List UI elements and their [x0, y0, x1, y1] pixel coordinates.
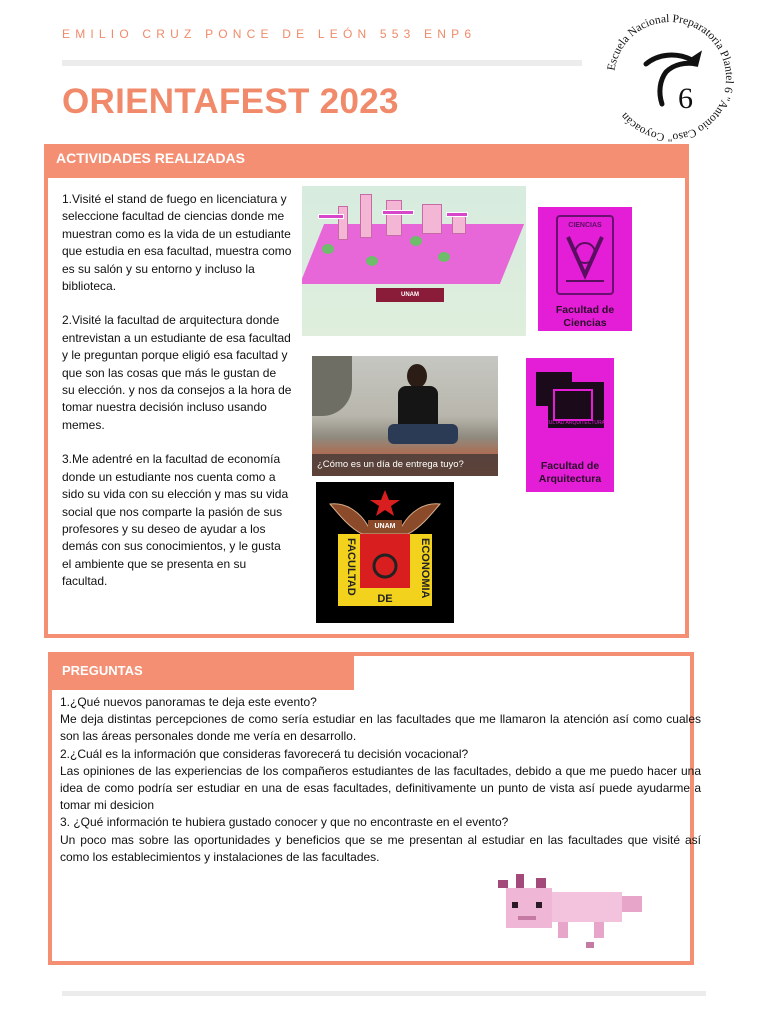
question-1: 1.¿Qué nuevos panoramas te deja este evento?: [60, 695, 317, 709]
map-tree: [438, 252, 450, 262]
map-tree: [322, 244, 334, 254]
photo-person-head: [407, 364, 427, 388]
map-building: [422, 204, 442, 234]
school-seal: [600, 8, 740, 148]
photo-person-legs: [388, 424, 458, 444]
axolotl-icon: [496, 858, 646, 960]
bottom-divider: [62, 991, 706, 996]
activity-paragraph-2: 2.Visité la facultad de arquitectura donde entrevistan a un estudiante de esa facultad y le preguntan porque eligió esa facultad y que son las cosas que más le gustan de su elección. y nos da consejos a la hora de tomar nuestra decisión incluso usando memes.: [62, 313, 292, 432]
arquitectura-caption: Facultad de Arquitectura: [538, 460, 602, 485]
map-building: [386, 200, 402, 236]
author-header: EMILIO CRUZ PONCE DE LEÓN 553 ENP6: [62, 27, 477, 41]
page-title: ORIENTAFEST 2023: [62, 82, 399, 121]
answer-1: Me deja distintas percepciones de como sería estudiar en las facultades que me llamaron la atención así como cuales son las áreas personales donde me vería en desarrollo.: [60, 712, 701, 744]
answer-3: Un poco mas sobre las oportunidades y beneficios que se me presentan al estudiar en las facultades que visité así como los establecimientos y instalaciones de las facultades.: [60, 832, 701, 864]
economia-logo-image: [316, 482, 454, 623]
campus-map-image: [302, 186, 526, 336]
seal-number: 6: [678, 82, 693, 115]
seal-ring-text: Escuela Nacional Preparatoria Plantel 6 "Antonio Caso" Coyoacán: [605, 12, 736, 144]
activities-heading: ACTIVIDADES REALIZADAS: [44, 144, 600, 172]
map-building: [360, 194, 372, 238]
question-2: 2.¿Cuál es la información que consideras favorecerá tu decisión vocacional?: [60, 746, 469, 761]
photo-rock: [312, 356, 352, 416]
ciencias-logo-text: CIENCIAS: [568, 222, 602, 229]
activity-paragraph-1: 1.Visité el stand de fuego en licenciatura y seleccione facultad de ciencias donde me muestran como es la vida de un estudiante que estudia en esa facultad, muestra como es su salón y su entorno y incluso la biblioteca.: [62, 192, 292, 294]
arq-logo-text: FACULTAD ARQUITECTURA: [539, 420, 605, 426]
ciencias-emblem: [556, 215, 614, 295]
econ-unam-text: UNAM: [374, 523, 396, 530]
map-unam-button: UNAM: [376, 288, 444, 302]
activities-text: [62, 191, 292, 608]
question-3: 3. ¿Qué información te hubiera gustado conocer y que no encontraste en el evento?: [60, 815, 509, 830]
questions-heading: PREGUNTAS: [48, 652, 354, 690]
arquitectura-logo-image: [526, 358, 614, 492]
questions-text: [60, 694, 701, 866]
student-photo: [312, 356, 498, 476]
activity-paragraph-3: 3.Me adentré en la facultad de economía donde un estudiante nos cuenta como a sido su vida con su elección y mas su vida social que nos comparte la pasión de sus profesores y su deseo de ayudar a los demás con sus conocimientos, y le gusta el ambiente que se presenta en su facultad.: [62, 452, 289, 589]
ciencias-logo-image: [538, 207, 632, 331]
map-label: [382, 210, 414, 215]
econ-left-text: FACULTAD: [345, 538, 357, 596]
map-platform: [302, 224, 524, 284]
map-label: [446, 212, 468, 217]
photo-person-body: [398, 386, 438, 428]
map-tree: [410, 236, 422, 246]
map-tree: [366, 256, 378, 266]
map-label: [318, 214, 344, 219]
econ-bottom-text: DE: [377, 593, 393, 605]
map-building: [338, 206, 348, 240]
answer-2: Las opiniones de las experiencias de los compañeros estudiantes de las facultades, debido a que me puedo hacer una idea de como podría ser estudiar en una de esas facultades, definitivamente un punto de vista así puede ayudarme a tomar mi desicion: [60, 763, 701, 813]
arquitectura-emblem: [532, 366, 608, 436]
photo-caption: ¿Cómo es un día de entrega tuyo?: [312, 454, 498, 476]
top-divider: [62, 60, 582, 66]
ciencias-caption: Facultad de Ciencias: [555, 304, 615, 329]
econ-right-text: ECONOMIA: [419, 538, 431, 599]
